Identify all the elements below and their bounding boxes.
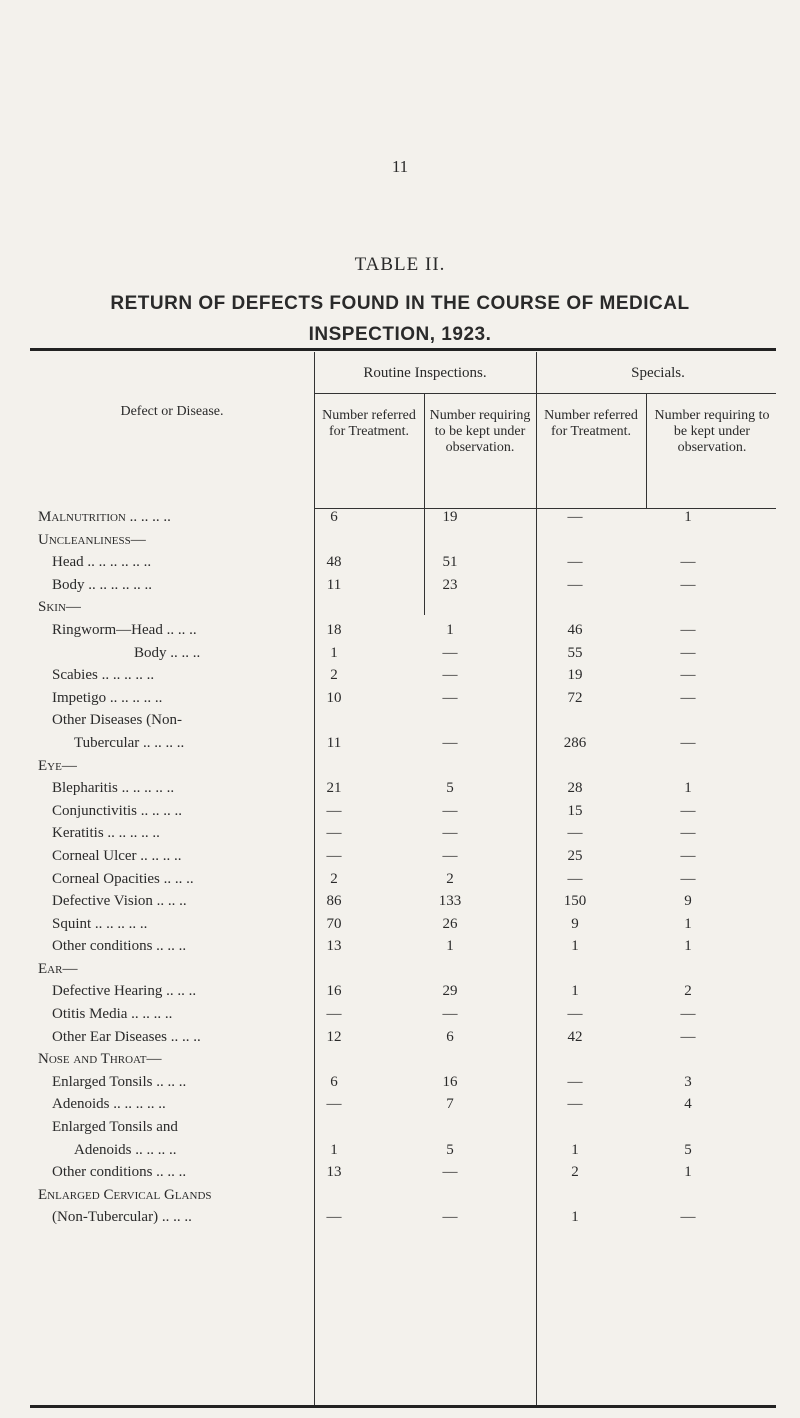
row-value-2: — [442,802,458,819]
divider-specials-col [646,393,647,508]
page-title [0,288,800,350]
row-value-1: 2 [330,667,338,684]
row-value-3: 2 [571,1164,579,1181]
row-value-4: 9 [684,893,692,910]
row-label: Conjunctivitis .. .. .. .. [52,802,183,819]
row-value-1: — [326,802,342,819]
row-value-2: — [442,667,458,684]
row-label: Body .. .. .. [134,644,201,661]
row-value-2: 26 [442,915,458,932]
row-value-4: — [680,667,696,684]
defects-table-body [38,506,776,1229]
row-label: Squint .. .. .. .. .. [52,915,148,932]
row-value-4: 2 [684,983,692,1000]
row-value-4: — [680,576,696,593]
row-value-1: — [326,847,342,864]
row-value-3: — [567,1006,583,1023]
row-value-1: 13 [326,1164,342,1181]
row-value-2: 23 [442,576,458,593]
row-value-3: 286 [563,734,587,751]
row-value-2: — [442,689,458,706]
table-row [38,822,776,845]
table-top-rule [30,348,776,351]
row-value-2: — [442,1209,458,1226]
row-value-4: — [680,825,696,842]
row-value-4: — [680,847,696,864]
row-value-1: — [326,825,342,842]
table-row [38,642,776,665]
row-label: Other Diseases (Non- [52,712,182,729]
row-value-2: 2 [446,870,454,887]
row-label: Uncleanliness— [38,531,146,548]
routine-observation-header: Number requiring to be kept under observation. [429,408,531,455]
row-label: Malnutrition .. .. .. .. [38,509,171,525]
table-row [38,664,776,687]
table-row [38,1161,776,1184]
row-label: Enlarged Cervical Glands [38,1186,212,1203]
table-row [38,551,776,574]
row-value-3: 46 [567,621,583,638]
table-row [38,1093,776,1116]
table-row [38,913,776,936]
row-value-1: 2 [330,870,338,887]
row-value-1: 18 [326,621,342,638]
row-value-3: 1 [571,938,579,955]
row-label: Enlarged Tonsils and [52,1119,178,1136]
specials-observation-header: Number requiring to be kept under observation. [654,408,770,455]
row-value-4: — [680,644,696,661]
row-value-3: 42 [567,1028,583,1045]
row-value-4: — [680,1028,696,1045]
row-value-4: — [680,554,696,571]
row-value-3: 15 [567,802,583,819]
row-value-3: 1 [571,983,579,1000]
row-value-4: — [680,870,696,887]
row-value-4: — [680,1209,696,1226]
table-row [38,1071,776,1094]
table-row [38,890,776,913]
row-value-2: — [442,644,458,661]
row-value-1: — [326,1209,342,1226]
row-label: Other conditions .. .. .. [52,938,187,955]
row-value-4: 3 [684,1073,692,1090]
row-value-4: 1 [684,1164,692,1181]
row-label: Corneal Ulcer .. .. .. .. [52,847,182,864]
row-value-3: 1 [571,1141,579,1158]
row-value-2: — [442,1006,458,1023]
row-label: Other Ear Diseases .. .. .. [52,1028,201,1045]
row-value-2: 133 [438,893,462,910]
row-value-2: 1 [446,621,454,638]
row-value-4: — [680,621,696,638]
row-value-3: — [567,554,583,571]
row-label: Ear— [38,960,78,977]
row-label: Adenoids .. .. .. .. [74,1141,177,1158]
row-value-1: 16 [326,983,342,1000]
table-row [38,709,776,732]
title-line-2: INSPECTION, 1923. [308,324,492,345]
row-value-3: 150 [563,893,587,910]
row-value-2: 1 [446,938,454,955]
row-value-1: 1 [330,644,338,661]
table-row [38,1116,776,1139]
row-value-1: 48 [326,554,342,571]
row-label: (Non-Tubercular) .. .. .. [52,1209,192,1226]
row-value-1: 6 [330,509,338,525]
row-label: Tubercular .. .. .. .. [74,734,185,751]
row-value-4: — [680,802,696,819]
row-value-1: 1 [330,1141,338,1158]
row-value-3: 25 [567,847,583,864]
row-value-2: — [442,825,458,842]
row-value-1: — [326,1006,342,1023]
row-label: Other conditions .. .. .. [52,1164,187,1181]
table-row [38,777,776,800]
row-value-4: — [680,734,696,751]
row-value-4: — [680,689,696,706]
row-value-3: — [567,509,583,525]
row-value-1: 86 [326,893,342,910]
defect-column-header: Defect or Disease. [120,404,224,419]
routine-inspections-header: Routine Inspections. [363,365,487,381]
row-value-2: 5 [446,1141,454,1158]
row-value-3: — [567,576,583,593]
page-number: 11 [391,157,409,176]
row-value-2: — [442,1164,458,1181]
table-row [38,1026,776,1049]
row-value-4: 1 [684,915,692,932]
routine-treatment-header: Number referred for Treatment. [322,408,416,439]
row-label: Enlarged Tonsils .. .. .. [52,1073,187,1090]
row-value-2: — [442,734,458,751]
row-label: Keratitis .. .. .. .. .. [52,825,160,842]
specials-header: Specials. [631,365,685,381]
table-row [38,596,776,619]
table-row [38,958,776,981]
row-value-3: — [567,1073,583,1090]
row-value-1: 11 [326,734,342,751]
table-row [38,755,776,778]
table-row [38,574,776,597]
row-label: Adenoids .. .. .. .. .. [52,1096,166,1113]
table-bottom-rule [30,1405,776,1408]
row-value-2: 16 [442,1073,458,1090]
title-line-1: RETURN OF DEFECTS FOUND IN THE COURSE OF MEDICAL [110,293,690,314]
table-label: TABLE II. [354,254,446,275]
table-row [38,980,776,1003]
table-row [38,1206,776,1229]
table-row [38,1184,776,1207]
row-value-3: 19 [567,667,583,684]
row-value-4: 1 [684,938,692,955]
row-value-2: — [442,847,458,864]
row-label: Head .. .. .. .. .. .. [52,554,152,571]
row-value-3: — [567,1096,583,1113]
row-label: Skin— [38,599,81,616]
table-row [38,506,776,529]
table-row [38,619,776,642]
row-label: Otitis Media .. .. .. .. [52,1006,173,1023]
row-label: Defective Vision .. .. .. [52,893,187,910]
table-row [38,529,776,552]
row-value-3: 9 [571,915,579,932]
row-value-1: 21 [326,780,342,797]
header-subrule [314,393,776,394]
specials-treatment-header: Number referred for Treatment. [544,408,638,439]
row-value-1: 11 [326,576,342,593]
row-value-1: 12 [326,1028,342,1045]
table-row [38,845,776,868]
row-value-1: 70 [326,915,342,932]
row-label: Nose and Throat— [38,1051,162,1068]
table-row [38,800,776,823]
row-value-4: 1 [684,780,692,797]
row-value-4: 4 [684,1096,692,1113]
row-value-3: 72 [567,689,583,706]
row-value-3: 1 [571,1209,579,1226]
row-value-2: 19 [442,509,458,525]
table-row [38,1048,776,1071]
row-label: Blepharitis .. .. .. .. .. [52,780,175,797]
row-label: Body .. .. .. .. .. .. [52,576,153,593]
row-value-2: 29 [442,983,458,1000]
row-value-2: 5 [446,780,454,797]
row-label: Impetigo .. .. .. .. .. [52,689,163,706]
table-row [38,935,776,958]
row-value-3: — [567,825,583,842]
row-label: Corneal Opacities .. .. .. [52,870,194,887]
row-value-4: — [680,1006,696,1023]
row-value-3: 28 [567,780,583,797]
row-value-4: 5 [684,1141,692,1158]
row-value-1: 10 [326,689,342,706]
table-row [38,687,776,710]
table-row [38,1139,776,1162]
row-value-2: 6 [446,1028,454,1045]
row-value-1: 6 [330,1073,338,1090]
row-value-3: 55 [567,644,583,661]
row-label: Scabies .. .. .. .. .. [52,667,155,684]
row-value-3: — [567,870,583,887]
table-row [38,732,776,755]
table-row [38,1003,776,1026]
row-label: Ringworm—Head .. .. .. [52,621,197,638]
row-label: Defective Hearing .. .. .. [52,983,197,1000]
row-value-1: 13 [326,938,342,955]
row-value-2: 51 [442,554,458,571]
row-value-1: — [326,1096,342,1113]
row-value-4: 1 [684,509,692,525]
row-label: Eye— [38,757,77,774]
table-row [38,868,776,891]
row-value-2: 7 [446,1096,454,1113]
